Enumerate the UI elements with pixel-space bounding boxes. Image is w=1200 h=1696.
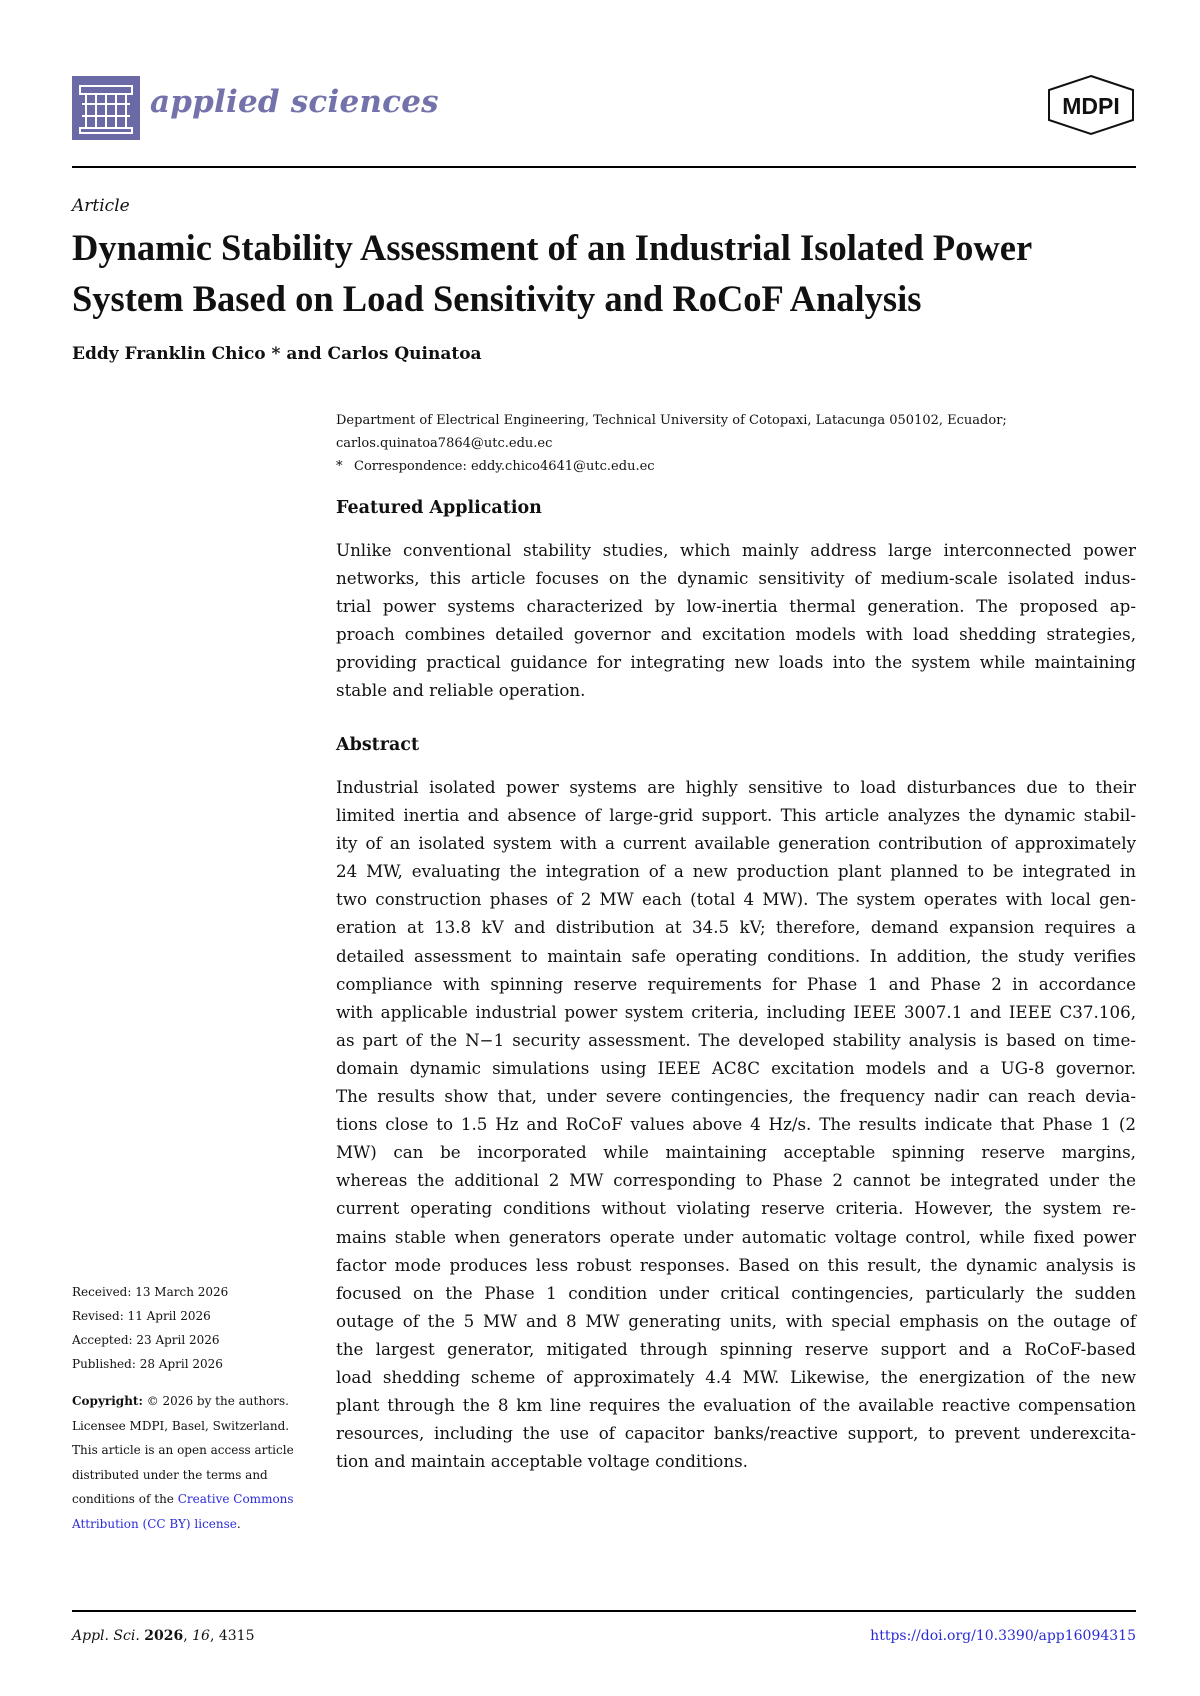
text-line: focused on the Phase 1 condition under critical contingencies, particularly the sudden	[336, 1282, 1136, 1303]
license-line: distributed under the terms and	[72, 1467, 268, 1482]
correspondence-line	[336, 455, 1136, 478]
text-line: detailed assessment to maintain safe operating conditions. In addition, the study verifies	[336, 945, 1136, 966]
title-line: Dynamic Stability Assessment of an Industrial Isolated Power	[72, 227, 1033, 268]
publisher-name: MDPI	[1062, 93, 1120, 119]
text-line: ity of an isolated system with a current available generation contribution of approximately	[336, 833, 1136, 854]
text-line: Industrial isolated power systems are highly sensitive to load disturbances due to their	[336, 777, 1136, 797]
text-line: The results show that, under severe contingencies, the frequency nadir can reach devia-	[336, 1086, 1136, 1107]
license-link[interactable]: Attribution (CC BY) license	[72, 1516, 237, 1531]
text-line: eration at 13.8 kV and distribution at 34.5 kV; therefore, demand expansion requires a	[336, 917, 1136, 938]
featured-text	[336, 536, 1136, 705]
citation-year: 2026	[144, 1628, 184, 1644]
correspondence-mark: *	[336, 459, 343, 474]
text-line: load shedding scheme of approximately 4.4 MW. Likewise, the energization of the new	[336, 1366, 1136, 1387]
author-list: Eddy Franklin Chico * and Carlos Quinatoa	[72, 344, 482, 364]
featured-heading: Featured Application	[336, 498, 542, 518]
text-line: MW) can be incorporated while maintaining acceptable spinning reserve margins,	[336, 1142, 1136, 1163]
license-period: .	[236, 1516, 241, 1531]
license-link[interactable]: Creative Commons	[177, 1492, 294, 1506]
text-line: the largest generator, mitigated through spinning reserve support and a RoCoF-based	[336, 1338, 1136, 1359]
text-line: resources, including the use of capacitor banks/reactive support, to prevent underexcita-	[336, 1423, 1136, 1444]
date-published: Published: 28 April 2026	[72, 1357, 223, 1371]
text-line: Unlike conventional stability studies, which mainly address large interconnected power	[336, 540, 1136, 560]
copyright-text: © 2026 by the authors.	[146, 1394, 289, 1408]
date-accepted: Accepted: 23 April 2026	[72, 1333, 220, 1347]
affiliation-email: carlos.quinatoa7864@utc.edu.ec	[336, 436, 553, 451]
text-line: current operating conditions without violating reserve criteria. However, the system re-	[336, 1198, 1136, 1219]
text-line: with applicable industrial power system criteria, including IEEE 3007.1 and IEEE C37.106,	[336, 1001, 1136, 1022]
title-line: System Based on Load Sensitivity and RoCoF Analysis	[72, 278, 922, 319]
header-divider	[72, 166, 1136, 168]
text-line: stable and reliable operation.	[336, 680, 586, 701]
publication-dates	[72, 1280, 322, 1376]
license-line: Licensee MDPI, Basel, Switzerland.	[72, 1418, 290, 1433]
text-line: compliance with spinning reserve requirements for Phase 1 and Phase 2 in accordance	[336, 973, 1136, 994]
affiliation-block	[336, 409, 1136, 478]
text-line: tions close to 1.5 Hz and RoCoF values above 4 Hz/s. The results indicate that Phase 1 (2	[336, 1114, 1136, 1135]
journal-logo	[72, 76, 140, 140]
date-received: Received: 13 March 2026	[72, 1285, 229, 1299]
text-line: trial power systems characterized by low-inertia thermal generation. The proposed ap-	[336, 596, 1136, 617]
text-line: two construction phases of 2 MW each (total 4 MW). The system operates with local gen-	[336, 889, 1136, 910]
text-line: 24 MW, evaluating the integration of a new production plant planned to be integrated in	[336, 861, 1136, 882]
citation-volume: 16	[192, 1628, 210, 1644]
copyright-notice	[72, 1389, 322, 1536]
text-line: proach combines detailed governor and excitation models with load shedding strategies,	[336, 624, 1136, 645]
text-line: plant through the 8 km line requires the evaluation of the available reactive compensation	[336, 1395, 1136, 1416]
text-line: limited inertia and absence of large-grid support. This article analyzes the dynamic stabil-	[336, 805, 1136, 826]
abstract-heading: Abstract	[336, 735, 420, 755]
text-line: mains stable when generators operate under automatic voltage control, while fixed power	[336, 1226, 1136, 1247]
text-line: domain dynamic simulations using IEEE AC8C excitation models and a UG-8 governor.	[336, 1057, 1136, 1078]
copyright-label: Copyright:	[72, 1394, 143, 1408]
article-type: Article	[72, 196, 130, 216]
correspondence-text: Correspondence: eddy.chico4641@utc.edu.ec	[354, 459, 655, 474]
text-line: outage of the 5 MW and 8 MW generating units, with special emphasis on the outage of	[336, 1310, 1136, 1331]
license-line: This article is an open access article	[72, 1443, 294, 1457]
text-line: whereas the additional 2 MW corresponding to Phase 2 cannot be integrated under the	[336, 1170, 1136, 1191]
citation-article-number: 4315	[218, 1628, 255, 1644]
footer-divider	[72, 1610, 1136, 1612]
citation: Appl. Sci. 2026, 16, 4315	[72, 1628, 255, 1644]
article-title	[72, 222, 1136, 324]
doi-link[interactable]: https://doi.org/10.3390/app16094315	[870, 1628, 1136, 1644]
text-line: tion and maintain acceptable voltage conditions.	[336, 1451, 748, 1472]
text-line: networks, this article focuses on the dynamic sensitivity of medium-scale isolated indus-	[336, 568, 1136, 589]
journal-abbrev: Appl. Sci.	[72, 1628, 140, 1644]
publisher-logo	[1045, 74, 1137, 136]
license-line: conditions of the	[72, 1492, 174, 1506]
text-line: as part of the N−1 security assessment. The developed stability analysis is based on time-	[336, 1029, 1136, 1050]
date-revised: Revised: 11 April 2026	[72, 1309, 211, 1323]
text-line: factor mode produces less robust responses. Based on this result, the dynamic analysis is	[336, 1254, 1136, 1275]
abstract-text	[336, 773, 1136, 1475]
journal-logo-icon	[72, 76, 140, 140]
text-line: providing practical guidance for integrating new loads into the system while maintaining	[336, 652, 1136, 673]
affiliation-line: Department of Electrical Engineering, Technical University of Cotopaxi, Latacunga 050102, Ecuador;	[336, 413, 1007, 428]
journal-name: applied sciences	[150, 84, 439, 120]
